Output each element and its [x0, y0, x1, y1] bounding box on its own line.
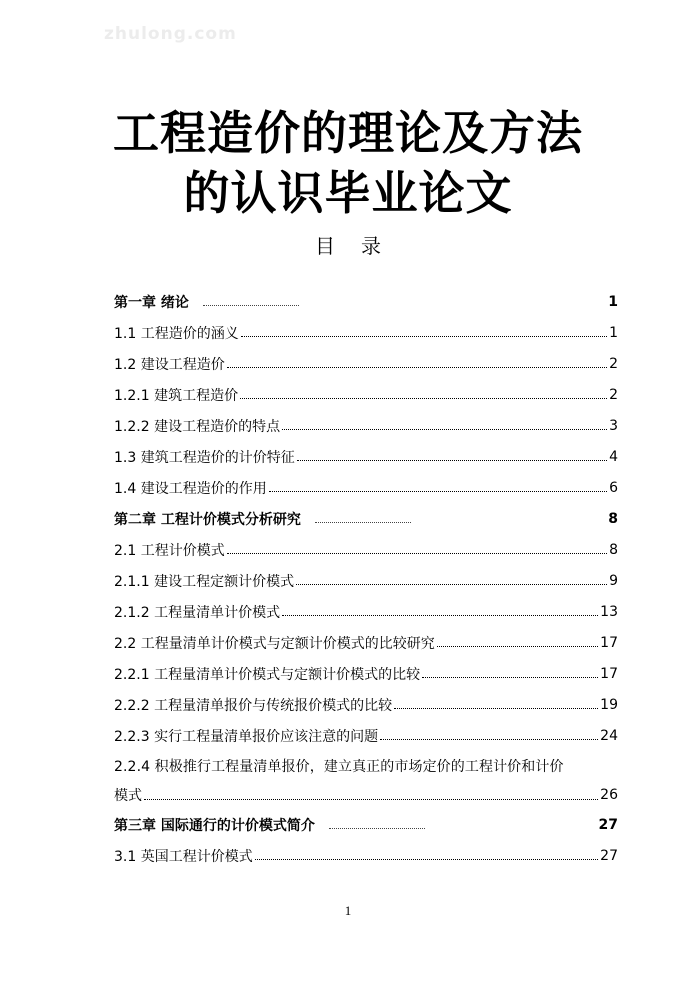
- dot-leader: [296, 584, 607, 585]
- toc-entry[interactable]: [114, 286, 618, 317]
- toc-entry-text: 2.1.2 工程量清单计价模式: [114, 604, 281, 621]
- toc-entry-text: 2.1 工程计价模式: [114, 542, 225, 559]
- toc-entry-wrapped-line2[interactable]: [114, 781, 618, 809]
- dot-leader: [269, 491, 607, 492]
- toc-entry-text: 1.2.2 建设工程造价的特点: [114, 418, 281, 435]
- toc-entry[interactable]: [114, 658, 618, 689]
- dot-leader: [437, 646, 598, 647]
- dot-leader: [203, 305, 299, 306]
- toc-entry-page: 2: [609, 355, 618, 372]
- document-title-line1: 工程造价的理论及方法: [113, 106, 583, 160]
- dot-leader: [422, 677, 598, 678]
- toc-entry-page: 27: [600, 847, 618, 864]
- dot-leader: [282, 429, 607, 430]
- toc-heading: 目录: [315, 234, 407, 258]
- dot-leader: [315, 522, 411, 523]
- toc-entry-text: 2.2.4 积极推行工程量清单报价，建立真正的市场定价的工程计价和计价: [114, 759, 564, 775]
- document-title-line2: 的认识毕业论文: [183, 166, 513, 220]
- toc-entry-text: 1.1 工程造价的涵义: [114, 325, 239, 342]
- toc-entry-page: 8: [608, 510, 618, 527]
- toc-entry[interactable]: [114, 809, 618, 840]
- toc-entry-page: 1: [609, 324, 618, 341]
- toc-entry-page: 3: [609, 417, 618, 434]
- toc-entry[interactable]: [114, 689, 618, 720]
- dot-leader: [282, 615, 598, 616]
- toc-entry-page: 13: [600, 603, 618, 620]
- toc-entry[interactable]: [114, 348, 618, 379]
- toc-entry-text: 1.4 建设工程造价的作用: [114, 480, 267, 497]
- toc-entry[interactable]: [114, 503, 618, 534]
- dot-leader: [227, 553, 607, 554]
- toc-entry[interactable]: [114, 534, 618, 565]
- toc-entry[interactable]: [114, 317, 618, 348]
- toc-entry[interactable]: [114, 627, 618, 658]
- dot-leader: [380, 739, 598, 740]
- toc-entry-page: 17: [600, 665, 618, 682]
- page-number: 1: [344, 903, 352, 918]
- toc-entry-text: 2.1.1 建设工程定额计价模式: [114, 573, 295, 590]
- toc-entry-text: 2.2 工程量清单计价模式与定额计价模式的比较研究: [114, 635, 435, 652]
- toc-entry[interactable]: [114, 410, 618, 441]
- dot-leader: [297, 460, 607, 461]
- dot-leader: [329, 828, 425, 829]
- toc-entry[interactable]: [114, 565, 618, 596]
- toc-entry-page: 4: [609, 448, 618, 465]
- toc-entry-text: 第三章 国际通行的计价模式简介: [114, 817, 315, 834]
- toc-entry-page: 1: [608, 293, 618, 310]
- toc-entry-page: 9: [609, 572, 618, 589]
- toc-entry-text: 2.2.3 实行工程量清单报价应该注意的问题: [114, 728, 379, 745]
- dot-leader: [227, 367, 607, 368]
- toc-entry-wrapped-line1[interactable]: [114, 751, 618, 781]
- toc-entry-page: 19: [600, 696, 618, 713]
- watermark: zhulong.com: [104, 24, 237, 44]
- toc-entry[interactable]: [114, 472, 618, 503]
- toc-entry-text: 1.2 建设工程造价: [114, 356, 225, 373]
- toc-entry[interactable]: [114, 720, 618, 751]
- toc-entry[interactable]: [114, 596, 618, 627]
- toc-entry-text: 2.2.1 工程量清单计价模式与定额计价模式的比较: [114, 666, 421, 683]
- toc-entry-text: 2.2.2 工程量清单报价与传统报价模式的比较: [114, 697, 393, 714]
- toc-entry[interactable]: [114, 379, 618, 410]
- toc-entry-page: 27: [598, 816, 618, 833]
- toc-entry-page: 2: [609, 386, 618, 403]
- toc-entry-text: 1.2.1 建筑工程造价: [114, 387, 239, 404]
- toc-entry[interactable]: [114, 840, 618, 871]
- dot-leader: [241, 336, 607, 337]
- dot-leader: [144, 799, 598, 800]
- toc-entry-text: 第二章 工程计价模式分析研究: [114, 511, 301, 528]
- toc-entry-text: 3.1 英国工程计价模式: [114, 848, 253, 865]
- dot-leader: [394, 708, 598, 709]
- toc-entry-text-continued: 模式: [114, 788, 142, 804]
- toc-entry-text: 1.3 建筑工程造价的计价特征: [114, 449, 295, 466]
- toc-entry-page: 6: [609, 479, 618, 496]
- toc-entry-text: 第一章 绪论: [114, 294, 189, 311]
- table-of-contents: [114, 286, 618, 871]
- dot-leader: [240, 398, 607, 399]
- dot-leader: [255, 859, 598, 860]
- toc-entry-page: 8: [609, 541, 618, 558]
- toc-entry-page: 26: [600, 787, 618, 803]
- toc-entry-page: 24: [600, 727, 618, 744]
- toc-entry[interactable]: [114, 441, 618, 472]
- toc-entry-page: 17: [600, 634, 618, 651]
